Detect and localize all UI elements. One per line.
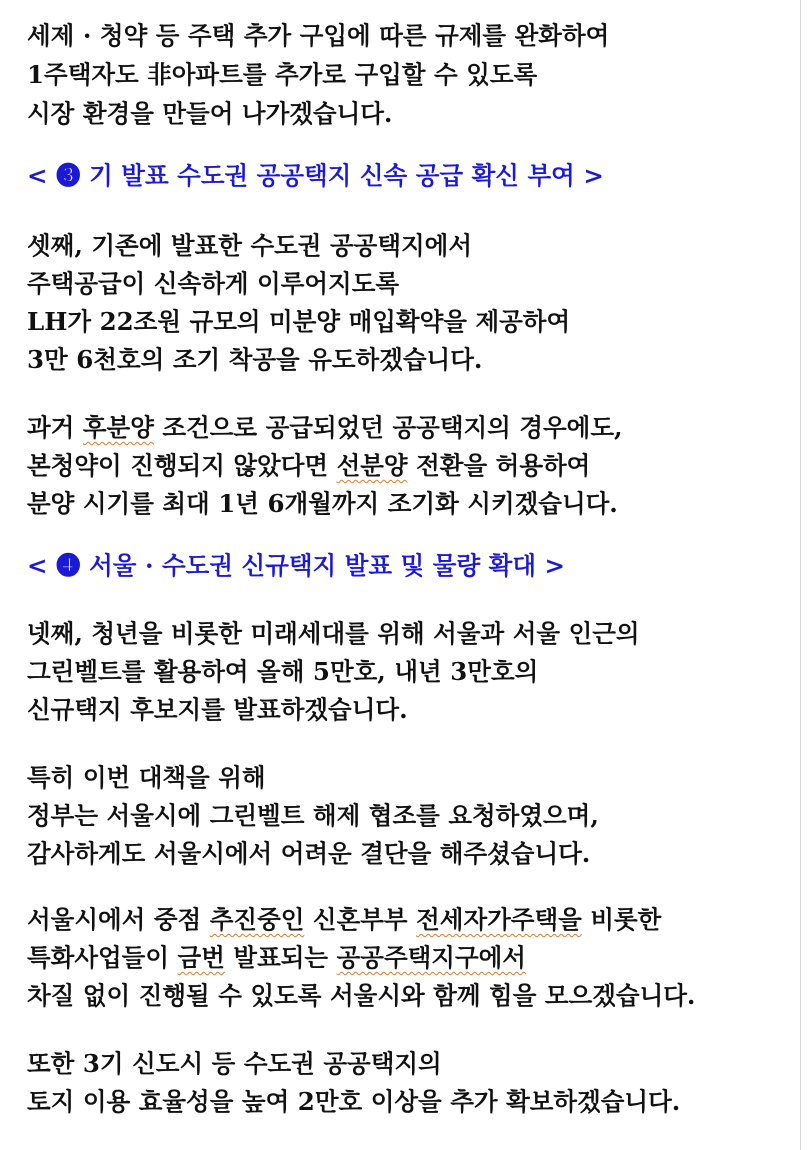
- section-4-p1-line-1: 넷째, 청년을 비롯한 미래세대를 위해 서울과 서울 인근의: [27, 619, 640, 648]
- section-4-p3-line-2: [27, 942, 526, 974]
- section-3-p2-line-2: [27, 450, 590, 482]
- section-4-p2-line-3: 감사하게도 서울시에서 어려운 결단을 해주셨습니다.: [27, 839, 591, 868]
- text-run: 본청약이 진행되지 않았다면: [27, 451, 337, 480]
- text-run: 발표되는: [224, 943, 337, 972]
- intro-line-3: 시장 환경을 만들어 나가겠습니다.: [27, 99, 393, 128]
- section-4-p2-line-2: 정부는 서울시에 그린벨트 해제 협조를 요청하였으며,: [27, 801, 599, 830]
- spellcheck-word: 금번: [177, 943, 225, 972]
- section-3-p1-line-3: LH가 22조원 규모의 미분양 매입확약을 제공하여: [27, 307, 571, 336]
- spellcheck-word: 선분양: [336, 451, 408, 480]
- page-edge-divider: [800, 0, 801, 1150]
- text-run: 과거: [27, 413, 83, 442]
- section-3-p1-line-2: 주택공급이 신속하게 이루어지도록: [27, 269, 400, 298]
- text-run: 비롯한: [581, 905, 662, 934]
- section-4-p1-line-3: 신규택지 후보지를 발표하겠습니다.: [27, 695, 408, 724]
- spellcheck-word: 후분양: [82, 413, 154, 442]
- text-run: 조건으로 공급되었던 공공택지의 경우에도,: [153, 413, 623, 442]
- section-4-p4-line-1: 또한 3기 신도시 등 수도권 공공택지의: [27, 1049, 442, 1078]
- text-run: 신혼부부: [304, 905, 417, 934]
- section-4-p2-line-1: 특히 이번 대책을 위해: [27, 763, 266, 792]
- text-run: 전환을 허용하여: [407, 451, 591, 480]
- section-3-p2-line-1: [27, 412, 623, 444]
- intro-line-2: 1주택자도 非아파트를 추가로 구입할 수 있도록: [27, 60, 538, 89]
- section-4-p4-line-2: 토지 이용 효율성을 높여 2만호 이상을 추가 확보하겠습니다.: [27, 1087, 681, 1116]
- section-4-p3-line-1: [27, 904, 661, 936]
- section-4-p1-line-2: 그린벨트를 활용하여 올해 5만호, 내년 3만호의: [27, 657, 539, 686]
- text-run: 특화사업들이: [27, 943, 178, 972]
- text-run: 서울시에서 중점: [27, 905, 210, 934]
- section-3-heading: < ❸ 기 발표 수도권 공공택지 신속 공급 확신 부여 >: [27, 161, 604, 190]
- section-4-heading: < ❹ 서울 · 수도권 신규택지 발표 및 물량 확대 >: [27, 551, 566, 580]
- intro-line-1: 세제 · 청약 등 주택 추가 구입에 따른 규제를 완화하여: [27, 21, 610, 50]
- section-3-p1-line-1: 셋째, 기존에 발표한 수도권 공공택지에서: [27, 231, 472, 260]
- section-3-p1-line-4: 3만 6천호의 조기 착공을 유도하겠습니다.: [27, 345, 483, 374]
- spellcheck-word: 전세자가주택을: [416, 905, 582, 934]
- spellcheck-word: 추진중인: [209, 905, 305, 934]
- section-3-p2-line-3: 분양 시기를 최대 1년 6개월까지 조기화 시키겠습니다.: [27, 489, 618, 518]
- section-4-p3-line-3: 차질 없이 진행될 수 있도록 서울시와 함께 힘을 모으겠습니다.: [27, 981, 696, 1010]
- spellcheck-word: 공공주택지구에서: [336, 943, 526, 972]
